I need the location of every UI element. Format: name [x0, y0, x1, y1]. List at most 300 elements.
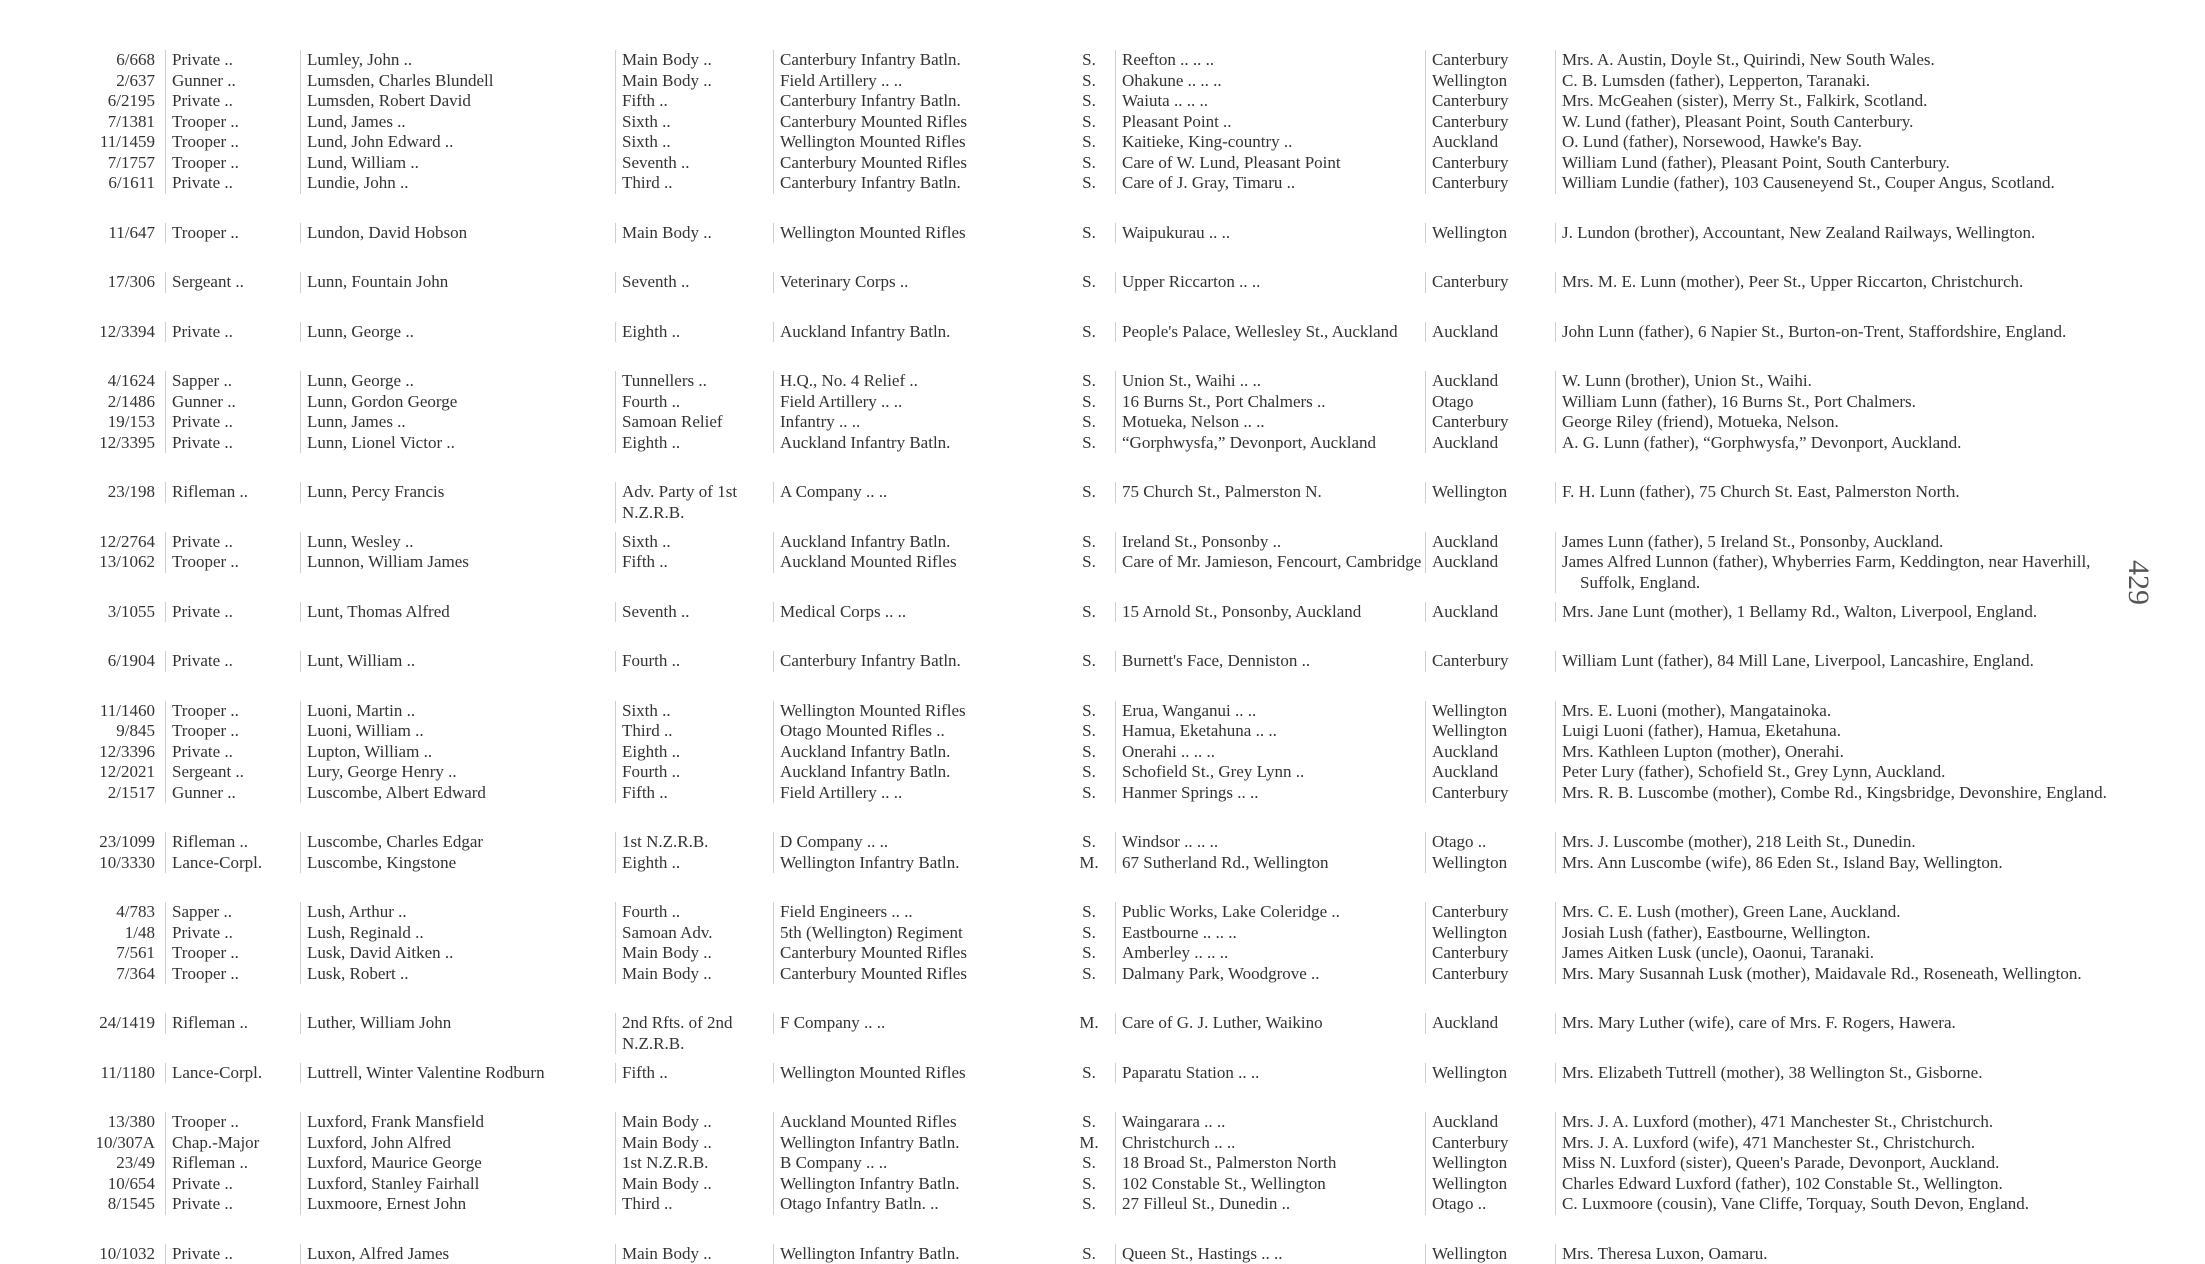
service-number: 11/647: [60, 223, 165, 244]
corps: Auckland Infantry Batln.: [773, 322, 1063, 343]
next-of-kin: William Lund (father), Pleasant Point, South Canterbury.: [1555, 153, 2130, 174]
next-of-kin: Mrs. Elizabeth Tuttrell (mother), 38 Wellington St., Gisborne.: [1555, 1063, 2130, 1084]
last-address: 102 Constable St., Wellington: [1115, 1174, 1425, 1195]
soldier-name: Lunn, George ..: [300, 371, 615, 392]
draft-unit: Main Body ..: [615, 223, 773, 244]
marital-status: S.: [1063, 1063, 1115, 1084]
next-of-kin: W. Lund (father), Pleasant Point, South Canterbury.: [1555, 112, 2130, 133]
district: Auckland: [1425, 552, 1555, 573]
corps: Otago Infantry Batln. ..: [773, 1194, 1063, 1215]
district: Wellington: [1425, 223, 1555, 244]
service-number: 10/1032: [60, 1244, 165, 1264]
rank: Rifleman ..: [165, 832, 300, 853]
corps: Canterbury Infantry Batln.: [773, 173, 1063, 194]
corps: Canterbury Mounted Rifles: [773, 112, 1063, 133]
draft-unit: Fifth ..: [615, 91, 773, 112]
last-address: Reefton .. .. ..: [1115, 50, 1425, 71]
draft-unit: 1st N.Z.R.B.: [615, 832, 773, 853]
rank: Sergeant ..: [165, 762, 300, 783]
draft-unit: Third ..: [615, 721, 773, 742]
draft-unit: Sixth ..: [615, 132, 773, 153]
soldier-name: Luxford, John Alfred: [300, 1133, 615, 1154]
corps: Canterbury Mounted Rifles: [773, 943, 1063, 964]
last-address: Care of Mr. Jamieson, Fencourt, Cambridge: [1115, 552, 1425, 573]
next-of-kin: F. H. Lunn (father), 75 Church St. East, Palmerston North.: [1555, 482, 2130, 503]
last-address: Onerahi .. .. ..: [1115, 742, 1425, 763]
rank: Sergeant ..: [165, 272, 300, 293]
district: Canterbury: [1425, 50, 1555, 71]
last-address: Waiuta .. .. ..: [1115, 91, 1425, 112]
next-of-kin: Peter Lury (father), Schofield St., Grey Lynn, Auckland.: [1555, 762, 2130, 783]
roll-entry: [60, 602, 2130, 652]
rank: Sapper ..: [165, 371, 300, 392]
soldier-name: Lunn, Lionel Victor ..: [300, 433, 615, 454]
corps: Wellington Mounted Rifles: [773, 223, 1063, 244]
next-of-kin: Charles Edward Luxford (father), 102 Constable St., Wellington.: [1555, 1174, 2130, 1195]
service-number: 12/3394: [60, 322, 165, 343]
roll-entry: [60, 651, 2130, 701]
last-address: Public Works, Lake Coleridge ..: [1115, 902, 1425, 923]
soldier-name: Lundon, David Hobson: [300, 223, 615, 244]
roll-entry: [60, 783, 2130, 833]
service-number: 9/845: [60, 721, 165, 742]
soldier-name: Luoni, Martin ..: [300, 701, 615, 722]
district: Auckland: [1425, 742, 1555, 763]
soldier-name: Luoni, William ..: [300, 721, 615, 742]
roll-entry: [60, 1174, 2130, 1195]
next-of-kin: James Aitken Lusk (uncle), Oaonui, Taranaki.: [1555, 943, 2130, 964]
draft-unit: Fourth ..: [615, 392, 773, 413]
roll-entry: [60, 482, 2130, 532]
rank: Rifleman ..: [165, 1013, 300, 1034]
last-address: Windsor .. .. ..: [1115, 832, 1425, 853]
next-of-kin: W. Lunn (brother), Union St., Waihi.: [1555, 371, 2130, 392]
district: Canterbury: [1425, 651, 1555, 672]
roll-entry: [60, 1063, 2130, 1113]
rank: Trooper ..: [165, 943, 300, 964]
next-of-kin: Mrs. J. A. Luxford (wife), 471 Manchester St., Christchurch.: [1555, 1133, 2130, 1154]
marital-status: S.: [1063, 433, 1115, 454]
soldier-name: Lumsden, Charles Blundell: [300, 71, 615, 92]
last-address: Christchurch .. ..: [1115, 1133, 1425, 1154]
draft-unit: Third ..: [615, 1194, 773, 1215]
roll-entry: [60, 964, 2130, 1014]
corps: Field Artillery .. ..: [773, 71, 1063, 92]
service-number: 2/1517: [60, 783, 165, 804]
district: Wellington: [1425, 1244, 1555, 1264]
draft-unit: 1st N.Z.R.B.: [615, 1153, 773, 1174]
corps: A Company .. ..: [773, 482, 1063, 503]
district: Canterbury: [1425, 943, 1555, 964]
marital-status: M.: [1063, 1133, 1115, 1154]
next-of-kin: Mrs. C. E. Lush (mother), Green Lane, Auckland.: [1555, 902, 2130, 923]
soldier-name: Lunn, Fountain John: [300, 272, 615, 293]
service-number: 12/2021: [60, 762, 165, 783]
draft-unit: Sixth ..: [615, 701, 773, 722]
rank: Private ..: [165, 532, 300, 553]
next-of-kin: O. Lund (father), Norsewood, Hawke's Bay.: [1555, 132, 2130, 153]
soldier-name: Lunn, George ..: [300, 322, 615, 343]
last-address: 15 Arnold St., Ponsonby, Auckland: [1115, 602, 1425, 623]
corps: F Company .. ..: [773, 1013, 1063, 1034]
service-number: 2/1486: [60, 392, 165, 413]
last-address: Ireland St., Ponsonby ..: [1115, 532, 1425, 553]
rank: Trooper ..: [165, 552, 300, 573]
service-number: 7/1757: [60, 153, 165, 174]
rank: Private ..: [165, 173, 300, 194]
soldier-name: Luxford, Maurice George: [300, 1153, 615, 1174]
roll-entry: [60, 853, 2130, 903]
next-of-kin: William Lundie (father), 103 Causeneyend St., Couper Angus, Scotland.: [1555, 173, 2130, 194]
service-number: 23/198: [60, 482, 165, 503]
service-number: 13/380: [60, 1112, 165, 1133]
last-address: Care of G. J. Luther, Waikino: [1115, 1013, 1425, 1034]
district: Wellington: [1425, 1174, 1555, 1195]
district: Wellington: [1425, 482, 1555, 503]
soldier-name: Luscombe, Albert Edward: [300, 783, 615, 804]
service-number: 6/668: [60, 50, 165, 71]
corps: Auckland Infantry Batln.: [773, 433, 1063, 454]
last-address: Erua, Wanganui .. ..: [1115, 701, 1425, 722]
rank: Chap.-Major: [165, 1133, 300, 1154]
corps: Field Artillery .. ..: [773, 783, 1063, 804]
draft-unit: Main Body ..: [615, 50, 773, 71]
next-of-kin: Miss N. Luxford (sister), Queen's Parade, Devonport, Auckland.: [1555, 1153, 2130, 1174]
marital-status: S.: [1063, 322, 1115, 343]
district: Auckland: [1425, 433, 1555, 454]
service-number: 19/153: [60, 412, 165, 433]
district: Canterbury: [1425, 412, 1555, 433]
draft-unit: Fourth ..: [615, 651, 773, 672]
last-address: 18 Broad St., Palmerston North: [1115, 1153, 1425, 1174]
draft-unit: Eighth ..: [615, 853, 773, 874]
rank: Private ..: [165, 433, 300, 454]
rank: Private ..: [165, 91, 300, 112]
marital-status: S.: [1063, 943, 1115, 964]
district: Canterbury: [1425, 91, 1555, 112]
last-address: “Gorphwysfa,” Devonport, Auckland: [1115, 433, 1425, 454]
district: Canterbury: [1425, 112, 1555, 133]
rank: Gunner ..: [165, 783, 300, 804]
draft-unit: Samoan Adv.: [615, 923, 773, 944]
soldier-name: Lund, John Edward ..: [300, 132, 615, 153]
next-of-kin: C. Luxmoore (cousin), Vane Cliffe, Torquay, South Devon, England.: [1555, 1194, 2130, 1215]
service-number: 7/364: [60, 964, 165, 985]
corps: Otago Mounted Rifles ..: [773, 721, 1063, 742]
next-of-kin: Mrs. R. B. Luscombe (mother), Combe Rd., Kingsbridge, Devonshire, England.: [1555, 783, 2130, 804]
service-number: 6/1904: [60, 651, 165, 672]
roll-entry: [60, 1133, 2130, 1154]
draft-unit: Fifth ..: [615, 783, 773, 804]
last-address: Amberley .. .. ..: [1115, 943, 1425, 964]
service-number: 11/1180: [60, 1063, 165, 1084]
last-address: Paparatu Station .. ..: [1115, 1063, 1425, 1084]
marital-status: S.: [1063, 532, 1115, 553]
next-of-kin: George Riley (friend), Motueka, Nelson.: [1555, 412, 2130, 433]
soldier-name: Lundie, John ..: [300, 173, 615, 194]
district: Auckland: [1425, 371, 1555, 392]
marital-status: S.: [1063, 272, 1115, 293]
soldier-name: Luxmoore, Ernest John: [300, 1194, 615, 1215]
service-number: 12/3396: [60, 742, 165, 763]
marital-status: S.: [1063, 832, 1115, 853]
draft-unit: Fifth ..: [615, 1063, 773, 1084]
soldier-name: Lusk, Robert ..: [300, 964, 615, 985]
rank: Trooper ..: [165, 1112, 300, 1133]
rank: Private ..: [165, 1194, 300, 1215]
rank: Lance-Corpl.: [165, 1063, 300, 1084]
last-address: 16 Burns St., Port Chalmers ..: [1115, 392, 1425, 413]
next-of-kin: James Lunn (father), 5 Ireland St., Ponsonby, Auckland.: [1555, 532, 2130, 553]
soldier-name: Luttrell, Winter Valentine Rodburn: [300, 1063, 615, 1084]
soldier-name: Lumley, John ..: [300, 50, 615, 71]
district: Auckland: [1425, 762, 1555, 783]
district: Canterbury: [1425, 153, 1555, 174]
rank: Private ..: [165, 1174, 300, 1195]
next-of-kin: Mrs. J. A. Luxford (mother), 471 Manchester St., Christchurch.: [1555, 1112, 2130, 1133]
marital-status: S.: [1063, 783, 1115, 804]
draft-unit: Samoan Relief: [615, 412, 773, 433]
draft-unit: 2nd Rfts. of 2nd N.Z.R.B.: [615, 1013, 773, 1054]
draft-unit: Main Body ..: [615, 1244, 773, 1264]
marital-status: S.: [1063, 721, 1115, 742]
draft-unit: Sixth ..: [615, 532, 773, 553]
corps: Wellington Infantry Batln.: [773, 1174, 1063, 1195]
draft-unit: Seventh ..: [615, 153, 773, 174]
draft-unit: Main Body ..: [615, 1112, 773, 1133]
marital-status: S.: [1063, 91, 1115, 112]
roll-entry: [60, 112, 2130, 133]
last-address: Motueka, Nelson .. ..: [1115, 412, 1425, 433]
rank: Private ..: [165, 923, 300, 944]
corps: Auckland Infantry Batln.: [773, 742, 1063, 763]
corps: Field Engineers .. ..: [773, 902, 1063, 923]
draft-unit: Third ..: [615, 173, 773, 194]
corps: Auckland Infantry Batln.: [773, 532, 1063, 553]
roll-entry: [60, 902, 2130, 923]
next-of-kin: Mrs. J. Luscombe (mother), 218 Leith St., Dunedin.: [1555, 832, 2130, 853]
service-number: 4/783: [60, 902, 165, 923]
district: Canterbury: [1425, 173, 1555, 194]
roll-entry: [60, 132, 2130, 153]
roll-entry: [60, 433, 2130, 483]
soldier-name: Lunnon, William James: [300, 552, 615, 573]
service-number: 12/2764: [60, 532, 165, 553]
soldier-name: Lusk, David Aitken ..: [300, 943, 615, 964]
draft-unit: Main Body ..: [615, 964, 773, 985]
rank: Trooper ..: [165, 153, 300, 174]
draft-unit: Fifth ..: [615, 552, 773, 573]
rank: Trooper ..: [165, 964, 300, 985]
district: Canterbury: [1425, 1133, 1555, 1154]
roll-entry: [60, 50, 2130, 71]
draft-unit: Tunnellers ..: [615, 371, 773, 392]
next-of-kin: Mrs. McGeahen (sister), Merry St., Falkirk, Scotland.: [1555, 91, 2130, 112]
soldier-name: Lunt, Thomas Alfred: [300, 602, 615, 623]
next-of-kin: Luigi Luoni (father), Hamua, Eketahuna.: [1555, 721, 2130, 742]
district: Canterbury: [1425, 964, 1555, 985]
roll-entry: [60, 1013, 2130, 1063]
service-number: 10/307A: [60, 1133, 165, 1154]
soldier-name: Luscombe, Charles Edgar: [300, 832, 615, 853]
district: Canterbury: [1425, 783, 1555, 804]
rank: Trooper ..: [165, 701, 300, 722]
draft-unit: Seventh ..: [615, 272, 773, 293]
corps: H.Q., No. 4 Relief ..: [773, 371, 1063, 392]
marital-status: S.: [1063, 371, 1115, 392]
corps: Canterbury Infantry Batln.: [773, 651, 1063, 672]
district: Otago ..: [1425, 1194, 1555, 1215]
roll-entry: [60, 762, 2130, 783]
next-of-kin: Mrs. E. Luoni (mother), Mangatainoka.: [1555, 701, 2130, 722]
soldier-name: Lunt, William ..: [300, 651, 615, 672]
service-number: 6/1611: [60, 173, 165, 194]
marital-status: S.: [1063, 112, 1115, 133]
service-number: 7/561: [60, 943, 165, 964]
soldier-name: Lunn, Percy Francis: [300, 482, 615, 503]
marital-status: S.: [1063, 651, 1115, 672]
marital-status: S.: [1063, 602, 1115, 623]
marital-status: S.: [1063, 1174, 1115, 1195]
roll-entry: [60, 322, 2130, 372]
last-address: Hanmer Springs .. ..: [1115, 783, 1425, 804]
draft-unit: Eighth ..: [615, 433, 773, 454]
corps: Wellington Infantry Batln.: [773, 1244, 1063, 1264]
district: Auckland: [1425, 602, 1555, 623]
soldier-name: Luxford, Frank Mansfield: [300, 1112, 615, 1133]
marital-status: S.: [1063, 1244, 1115, 1264]
rank: Trooper ..: [165, 223, 300, 244]
soldier-name: Lumsden, Robert David: [300, 91, 615, 112]
district: Wellington: [1425, 853, 1555, 874]
service-number: 12/3395: [60, 433, 165, 454]
corps: Wellington Mounted Rifles: [773, 132, 1063, 153]
draft-unit: Main Body ..: [615, 1133, 773, 1154]
service-number: 4/1624: [60, 371, 165, 392]
rank: Private ..: [165, 322, 300, 343]
last-address: Upper Riccarton .. ..: [1115, 272, 1425, 293]
rank: Private ..: [165, 1244, 300, 1264]
last-address: People's Palace, Wellesley St., Auckland: [1115, 322, 1425, 343]
roll-entry: [60, 552, 2130, 602]
next-of-kin: Mrs. M. E. Lunn (mother), Peer St., Upper Riccarton, Christchurch.: [1555, 272, 2130, 293]
marital-status: M.: [1063, 1013, 1115, 1034]
service-number: 10/3330: [60, 853, 165, 874]
service-number: 10/654: [60, 1174, 165, 1195]
roll-entry: [60, 943, 2130, 964]
service-number: 3/1055: [60, 602, 165, 623]
service-number: 13/1062: [60, 552, 165, 573]
service-number: 2/637: [60, 71, 165, 92]
next-of-kin: Mrs. Jane Lunt (mother), 1 Bellamy Rd., Walton, Liverpool, England.: [1555, 602, 2130, 623]
marital-status: S.: [1063, 173, 1115, 194]
service-number: 24/1419: [60, 1013, 165, 1034]
marital-status: S.: [1063, 153, 1115, 174]
roll-entry: [60, 1112, 2130, 1133]
last-address: Care of W. Lund, Pleasant Point: [1115, 153, 1425, 174]
rank: Private ..: [165, 412, 300, 433]
corps: Medical Corps .. ..: [773, 602, 1063, 623]
marital-status: S.: [1063, 762, 1115, 783]
soldier-name: Lush, Reginald ..: [300, 923, 615, 944]
roll-entry: [60, 153, 2130, 174]
district: Otago ..: [1425, 832, 1555, 853]
draft-unit: Main Body ..: [615, 71, 773, 92]
last-address: Waipukurau .. ..: [1115, 223, 1425, 244]
next-of-kin: Mrs. Theresa Luxon, Oamaru.: [1555, 1244, 2130, 1264]
last-address: Queen St., Hastings .. ..: [1115, 1244, 1425, 1264]
marital-status: S.: [1063, 964, 1115, 985]
district: Canterbury: [1425, 902, 1555, 923]
draft-unit: Eighth ..: [615, 742, 773, 763]
corps: Auckland Mounted Rifles: [773, 1112, 1063, 1133]
marital-status: S.: [1063, 71, 1115, 92]
corps: Wellington Mounted Rifles: [773, 1063, 1063, 1084]
roll-entry: [60, 832, 2130, 853]
rank: Private ..: [165, 602, 300, 623]
draft-unit: Seventh ..: [615, 602, 773, 623]
last-address: 75 Church St., Palmerston N.: [1115, 482, 1425, 503]
last-address: Kaitieke, King-country ..: [1115, 132, 1425, 153]
roll-entry: [60, 742, 2130, 763]
next-of-kin: Mrs. Mary Luther (wife), care of Mrs. F. Rogers, Hawera.: [1555, 1013, 2130, 1034]
roll-entry: [60, 1244, 2130, 1264]
corps: Field Artillery .. ..: [773, 392, 1063, 413]
corps: Canterbury Mounted Rifles: [773, 964, 1063, 985]
district: Auckland: [1425, 1112, 1555, 1133]
corps: Wellington Mounted Rifles: [773, 701, 1063, 722]
soldier-name: Lunn, James ..: [300, 412, 615, 433]
service-number: 17/306: [60, 272, 165, 293]
next-of-kin: James Alfred Lunnon (father), Whyberries Farm, Keddington, near Haverhill, Suffolk, England.: [1555, 552, 2130, 593]
soldier-name: Lund, William ..: [300, 153, 615, 174]
district: Auckland: [1425, 1013, 1555, 1034]
next-of-kin: William Lunn (father), 16 Burns St., Port Chalmers.: [1555, 392, 2130, 413]
next-of-kin: J. Lundon (brother), Accountant, New Zealand Railways, Wellington.: [1555, 223, 2130, 244]
roll-entry: [60, 532, 2130, 553]
corps: Canterbury Infantry Batln.: [773, 91, 1063, 112]
soldier-name: Luscombe, Kingstone: [300, 853, 615, 874]
roll-entry: [60, 173, 2130, 223]
service-number: 7/1381: [60, 112, 165, 133]
corps: B Company .. ..: [773, 1153, 1063, 1174]
draft-unit: Adv. Party of 1st N.Z.R.B.: [615, 482, 773, 523]
district: Wellington: [1425, 1063, 1555, 1084]
roll-entry: [60, 223, 2130, 273]
marital-status: M.: [1063, 853, 1115, 874]
roll-entry: [60, 371, 2130, 392]
marital-status: S.: [1063, 701, 1115, 722]
last-address: Burnett's Face, Denniston ..: [1115, 651, 1425, 672]
roll-entry: [60, 272, 2130, 322]
last-address: Hamua, Eketahuna .. ..: [1115, 721, 1425, 742]
soldier-name: Lury, George Henry ..: [300, 762, 615, 783]
rank: Gunner ..: [165, 392, 300, 413]
last-address: Union St., Waihi .. ..: [1115, 371, 1425, 392]
rank: Rifleman ..: [165, 1153, 300, 1174]
corps: Veterinary Corps ..: [773, 272, 1063, 293]
last-address: Pleasant Point ..: [1115, 112, 1425, 133]
roll-entry: [60, 392, 2130, 413]
next-of-kin: Mrs. Ann Luscombe (wife), 86 Eden St., Island Bay, Wellington.: [1555, 853, 2130, 874]
last-address: Waingarara .. ..: [1115, 1112, 1425, 1133]
service-number: 23/1099: [60, 832, 165, 853]
roll-entry: [60, 721, 2130, 742]
district: Auckland: [1425, 322, 1555, 343]
district: Wellington: [1425, 701, 1555, 722]
district: Canterbury: [1425, 272, 1555, 293]
roll-entry: [60, 71, 2130, 92]
